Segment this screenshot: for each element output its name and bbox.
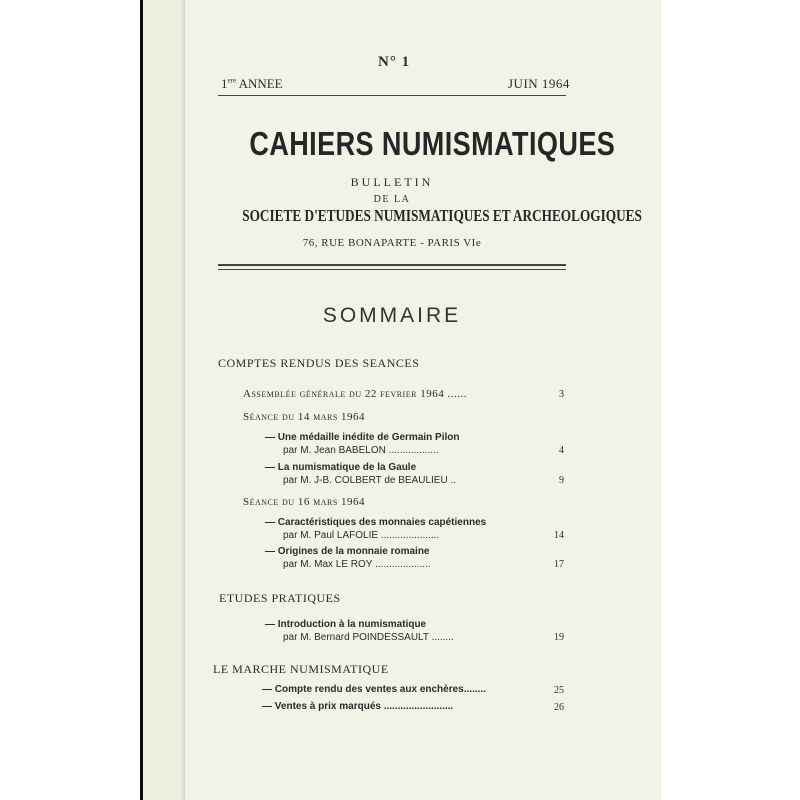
toc-entry-title: — Caractéristiques des monnaies capétiennes bbox=[265, 517, 487, 528]
toc-entry-title: — Origines de la monnaie romaine bbox=[265, 546, 430, 557]
section-comptes-rendus: COMPTES RENDUS DES SEANCES bbox=[218, 356, 420, 370]
toc-entry-author: par M. Bernard POINDESSAULT ........ bbox=[283, 632, 454, 643]
toc-entry-assemblee: Assemblée générale du 22 fevrier 1964 ...... bbox=[243, 388, 467, 400]
toc-entry-title: — Compte rendu des ventes aux enchères........ bbox=[262, 684, 486, 695]
page-number: 3 bbox=[559, 389, 564, 400]
toc-entry-author: par M. Jean BABELON .................. bbox=[283, 445, 439, 456]
section-marche-numismatique: LE MARCHE NUMISMATIQUE bbox=[213, 662, 389, 676]
toc-entry-title: — Ventes à prix marqués ......................... bbox=[262, 701, 454, 712]
society-name: SOCIETE D'ETUDES NUMISMATIQUES ET ARCHEOLOGIQUES bbox=[242, 206, 642, 225]
toc-entry-title: — La numismatique de la Gaule bbox=[265, 462, 417, 473]
toc-entry-author: par M. Max LE ROY .................... bbox=[283, 559, 431, 570]
year-label: 1ere ANNEE bbox=[221, 76, 283, 91]
double-rule-top bbox=[218, 264, 566, 266]
bulletin-label: BULLETIN bbox=[350, 175, 434, 189]
toc-entry-author: par M. J-B. COLBERT de BEAULIEU .. bbox=[283, 475, 457, 486]
page-number: 19 bbox=[554, 632, 564, 643]
page-number: 17 bbox=[554, 559, 564, 570]
de-la-label: DE LA bbox=[373, 194, 411, 205]
front-cover bbox=[185, 0, 660, 800]
toc-entry-title: — Introduction à la numismatique bbox=[265, 619, 427, 630]
publication-title: CAHIERS NUMISMATIQUES bbox=[249, 125, 616, 162]
double-rule-bottom bbox=[218, 269, 566, 270]
page-number: 4 bbox=[559, 445, 564, 456]
issue-date: JUIN 1964 bbox=[508, 76, 570, 91]
page-number: 9 bbox=[559, 475, 564, 486]
toc-subheading-seance-16: Séance du 16 mars 1964 bbox=[243, 496, 366, 508]
issue-number: N° 1 bbox=[378, 54, 411, 70]
toc-entry-author: par M. Paul LAFOLIE ..................... bbox=[283, 530, 440, 541]
header-rule bbox=[218, 95, 566, 96]
page-number: 14 bbox=[554, 530, 564, 541]
page-number: 25 bbox=[554, 685, 564, 696]
toc-entry-title: — Une médaille inédite de Germain Pilon bbox=[265, 432, 460, 443]
address: 76, RUE BONAPARTE - PARIS VIe bbox=[302, 237, 482, 249]
section-etudes-pratiques: ETUDES PRATIQUES bbox=[219, 591, 341, 605]
page-number: 26 bbox=[554, 702, 564, 713]
contents-heading: SOMMAIRE bbox=[322, 304, 462, 327]
toc-subheading-seance-14: Séance du 14 mars 1964 bbox=[243, 411, 366, 423]
